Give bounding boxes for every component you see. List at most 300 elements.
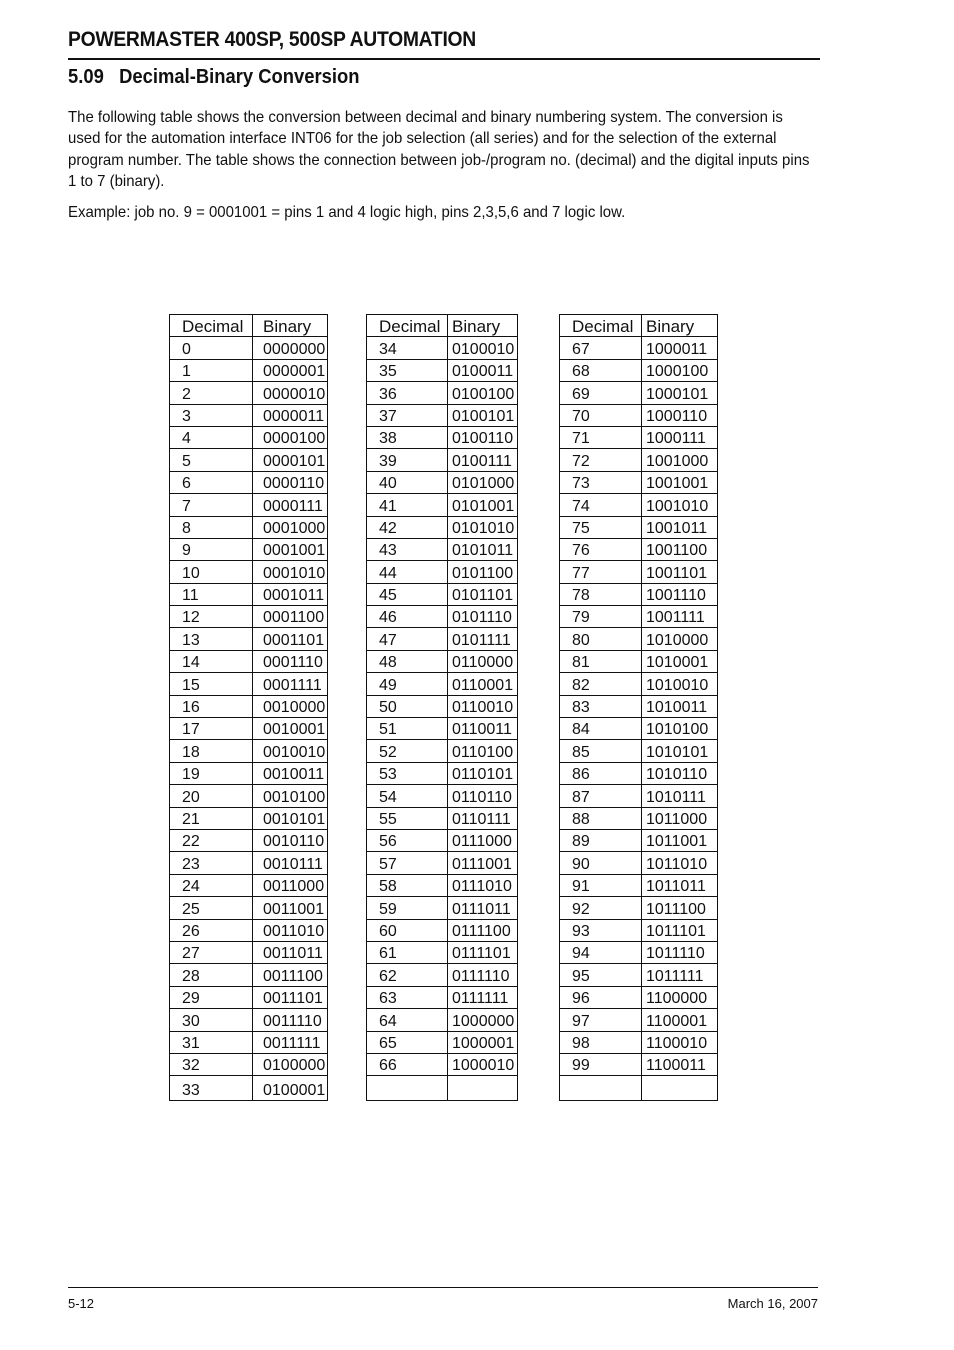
decimal-cell: 68 <box>560 359 642 381</box>
table-row <box>560 964 718 986</box>
decimal-cell: 59 <box>367 897 448 919</box>
decimal-cell: 39 <box>367 449 448 471</box>
binary-cell: 0001110 <box>253 650 328 672</box>
table-row <box>560 762 718 784</box>
table-row <box>367 337 518 359</box>
table-row <box>367 382 518 404</box>
table-row <box>367 359 518 381</box>
table-row <box>560 494 718 516</box>
table-row <box>367 471 518 493</box>
decimal-cell: 19 <box>170 762 253 784</box>
decimal-cell: 15 <box>170 673 253 695</box>
decimal-cell: 30 <box>170 1009 253 1031</box>
table-row <box>170 673 328 695</box>
table-row <box>170 829 328 851</box>
decimal-cell: 85 <box>560 740 642 762</box>
binary-cell: 1010100 <box>642 718 718 740</box>
decimal-cell: 73 <box>560 471 642 493</box>
header-divider <box>68 58 820 60</box>
decimal-cell: 1 <box>170 359 253 381</box>
table-row <box>367 718 518 740</box>
table-row <box>560 337 718 359</box>
binary-cell: 0010111 <box>253 852 328 874</box>
decimal-cell: 89 <box>560 829 642 851</box>
binary-cell: 1010101 <box>642 740 718 762</box>
binary-cell: 0111010 <box>448 874 518 896</box>
table-row <box>560 404 718 426</box>
section-heading: 5.09 Decimal-Binary Conversion <box>68 66 360 88</box>
decimal-cell: 90 <box>560 852 642 874</box>
table-row <box>367 964 518 986</box>
decimal-cell: 10 <box>170 561 253 583</box>
binary-cell: 1100010 <box>642 1031 718 1053</box>
table-row <box>367 785 518 807</box>
binary-cell: 1001111 <box>642 606 718 628</box>
table-row <box>560 1076 718 1101</box>
binary-cell: 0110011 <box>448 718 518 740</box>
binary-cell: 0010100 <box>253 785 328 807</box>
binary-cell: 0100010 <box>448 337 518 359</box>
decimal-cell: 65 <box>367 1031 448 1053</box>
table-row <box>170 695 328 717</box>
table-row <box>367 494 518 516</box>
decimal-cell: 86 <box>560 762 642 784</box>
binary-cell: 0100000 <box>253 1053 328 1075</box>
binary-cell: 1100011 <box>642 1053 718 1075</box>
decimal-cell: 67 <box>560 337 642 359</box>
table-row <box>560 471 718 493</box>
table-row <box>367 941 518 963</box>
table-row <box>560 426 718 448</box>
decimal-cell: 61 <box>367 941 448 963</box>
binary-cell: 0001010 <box>253 561 328 583</box>
binary-cell: 1011011 <box>642 874 718 896</box>
decimal-cell: 41 <box>367 494 448 516</box>
binary-cell: 1000110 <box>642 404 718 426</box>
decimal-cell: 66 <box>367 1053 448 1075</box>
decimal-cell: 55 <box>367 807 448 829</box>
decimal-cell: 80 <box>560 628 642 650</box>
decimal-cell: 18 <box>170 740 253 762</box>
binary-cell: 1010000 <box>642 628 718 650</box>
decimal-cell: 98 <box>560 1031 642 1053</box>
decimal-cell: 57 <box>367 852 448 874</box>
table-row <box>367 673 518 695</box>
binary-cell: 1000111 <box>642 426 718 448</box>
decimal-cell: 26 <box>170 919 253 941</box>
decimal-cell: 88 <box>560 807 642 829</box>
table-row <box>560 359 718 381</box>
decimal-cell: 43 <box>367 538 448 560</box>
table-row <box>367 650 518 672</box>
decimal-cell: 2 <box>170 382 253 404</box>
table-row <box>170 516 328 538</box>
binary-cell: 0011100 <box>253 964 328 986</box>
decimal-cell: 21 <box>170 807 253 829</box>
table-row <box>170 964 328 986</box>
binary-cell: 0111110 <box>448 964 518 986</box>
decimal-cell: 54 <box>367 785 448 807</box>
binary-cell: 0000010 <box>253 382 328 404</box>
decimal-cell: 58 <box>367 874 448 896</box>
decimal-cell: 48 <box>367 650 448 672</box>
binary-cell: 0010101 <box>253 807 328 829</box>
decimal-cell: 9 <box>170 538 253 560</box>
binary-cell: 0111111 <box>448 986 518 1008</box>
binary-cell: 1000001 <box>448 1031 518 1053</box>
table-row <box>170 1053 328 1075</box>
binary-cell: 1010001 <box>642 650 718 672</box>
decimal-cell: 45 <box>367 583 448 605</box>
decimal-cell: 99 <box>560 1053 642 1075</box>
table-row <box>170 897 328 919</box>
decimal-cell: 23 <box>170 852 253 874</box>
decimal-cell: 13 <box>170 628 253 650</box>
decimal-cell: 78 <box>560 583 642 605</box>
binary-cell: 0101000 <box>448 471 518 493</box>
decimal-cell: 35 <box>367 359 448 381</box>
binary-cell: 0100001 <box>253 1076 328 1101</box>
binary-cell: 1011100 <box>642 897 718 919</box>
decimal-cell: 28 <box>170 964 253 986</box>
binary-header: Binary <box>253 315 328 337</box>
binary-cell: 0001111 <box>253 673 328 695</box>
binary-cell: 0110100 <box>448 740 518 762</box>
binary-cell <box>642 1076 718 1101</box>
decimal-cell: 0 <box>170 337 253 359</box>
decimal-cell: 62 <box>367 964 448 986</box>
decimal-cell: 27 <box>170 941 253 963</box>
decimal-cell: 79 <box>560 606 642 628</box>
binary-cell: 0001000 <box>253 516 328 538</box>
table-row <box>560 807 718 829</box>
binary-cell: 0000101 <box>253 449 328 471</box>
binary-header: Binary <box>642 315 718 337</box>
binary-cell: 0101100 <box>448 561 518 583</box>
table-row <box>560 628 718 650</box>
table-row <box>560 829 718 851</box>
table-row <box>170 337 328 359</box>
binary-cell: 0110101 <box>448 762 518 784</box>
table-row <box>367 1009 518 1031</box>
binary-cell: 0011111 <box>253 1031 328 1053</box>
binary-cell <box>448 1076 518 1101</box>
binary-cell: 1010011 <box>642 695 718 717</box>
decimal-cell: 49 <box>367 673 448 695</box>
decimal-cell: 64 <box>367 1009 448 1031</box>
table-row <box>367 516 518 538</box>
table-row <box>170 874 328 896</box>
table-row <box>367 538 518 560</box>
table-row <box>170 494 328 516</box>
decimal-cell: 38 <box>367 426 448 448</box>
table-row <box>170 785 328 807</box>
table-row <box>170 650 328 672</box>
table-header-row <box>560 315 718 337</box>
binary-cell: 0101101 <box>448 583 518 605</box>
table-row <box>170 852 328 874</box>
decimal-cell: 46 <box>367 606 448 628</box>
binary-cell: 0110111 <box>448 807 518 829</box>
table-row <box>560 583 718 605</box>
decimal-header: Decimal <box>170 315 253 337</box>
binary-cell: 0011110 <box>253 1009 328 1031</box>
table-row <box>170 919 328 941</box>
table-row <box>367 561 518 583</box>
binary-cell: 0101111 <box>448 628 518 650</box>
binary-cell: 0001100 <box>253 606 328 628</box>
binary-cell: 0100111 <box>448 449 518 471</box>
binary-cell: 1010111 <box>642 785 718 807</box>
table-row <box>367 874 518 896</box>
table-row <box>560 673 718 695</box>
binary-cell: 0111011 <box>448 897 518 919</box>
binary-cell: 1001011 <box>642 516 718 538</box>
decimal-cell: 31 <box>170 1031 253 1053</box>
table-row <box>367 695 518 717</box>
binary-cell: 0110000 <box>448 650 518 672</box>
decimal-cell: 74 <box>560 494 642 516</box>
conversion-table-1 <box>169 314 328 1101</box>
binary-cell: 1000000 <box>448 1009 518 1031</box>
table-row <box>170 1009 328 1031</box>
binary-cell: 0101110 <box>448 606 518 628</box>
table-row <box>170 382 328 404</box>
binary-cell: 1000100 <box>642 359 718 381</box>
table-row <box>170 583 328 605</box>
table-row <box>560 606 718 628</box>
decimal-cell: 72 <box>560 449 642 471</box>
binary-cell: 1000010 <box>448 1053 518 1075</box>
decimal-cell: 3 <box>170 404 253 426</box>
binary-cell: 0010110 <box>253 829 328 851</box>
decimal-cell <box>367 1076 448 1101</box>
decimal-cell: 87 <box>560 785 642 807</box>
document-title: POWERMASTER 400SP, 500SP AUTOMATION <box>68 28 476 51</box>
decimal-cell: 36 <box>367 382 448 404</box>
table-row <box>170 762 328 784</box>
table-row <box>367 426 518 448</box>
table-row <box>560 695 718 717</box>
decimal-cell: 50 <box>367 695 448 717</box>
table-row <box>367 1031 518 1053</box>
decimal-cell: 53 <box>367 762 448 784</box>
decimal-cell: 95 <box>560 964 642 986</box>
decimal-cell: 92 <box>560 897 642 919</box>
table-row <box>170 359 328 381</box>
decimal-cell: 76 <box>560 538 642 560</box>
table-header-row <box>170 315 328 337</box>
binary-cell: 1011001 <box>642 829 718 851</box>
binary-cell: 0100100 <box>448 382 518 404</box>
decimal-cell: 25 <box>170 897 253 919</box>
binary-cell: 0111100 <box>448 919 518 941</box>
decimal-cell: 34 <box>367 337 448 359</box>
decimal-cell: 51 <box>367 718 448 740</box>
binary-cell: 0101010 <box>448 516 518 538</box>
page-number: 5-12 <box>68 1296 95 1311</box>
table-row <box>367 1076 518 1101</box>
conversion-table-3 <box>559 314 718 1101</box>
table-row <box>560 1009 718 1031</box>
decimal-cell: 37 <box>367 404 448 426</box>
decimal-cell: 14 <box>170 650 253 672</box>
table-row <box>367 897 518 919</box>
decimal-cell: 75 <box>560 516 642 538</box>
decimal-cell: 84 <box>560 718 642 740</box>
decimal-cell: 11 <box>170 583 253 605</box>
binary-header: Binary <box>448 315 518 337</box>
table-row <box>170 740 328 762</box>
binary-cell: 0100101 <box>448 404 518 426</box>
binary-cell: 1100001 <box>642 1009 718 1031</box>
binary-cell: 0001101 <box>253 628 328 650</box>
table-row <box>560 516 718 538</box>
decimal-cell: 7 <box>170 494 253 516</box>
decimal-cell: 96 <box>560 986 642 1008</box>
binary-cell: 0010011 <box>253 762 328 784</box>
decimal-cell: 40 <box>367 471 448 493</box>
binary-cell: 1001100 <box>642 538 718 560</box>
table-row <box>170 628 328 650</box>
binary-cell: 0010010 <box>253 740 328 762</box>
decimal-cell: 91 <box>560 874 642 896</box>
decimal-cell: 33 <box>170 1076 253 1101</box>
binary-cell: 0011101 <box>253 986 328 1008</box>
table-row <box>367 807 518 829</box>
binary-cell: 0000111 <box>253 494 328 516</box>
table-row <box>560 561 718 583</box>
decimal-cell: 69 <box>560 382 642 404</box>
binary-cell: 1011111 <box>642 964 718 986</box>
decimal-cell: 77 <box>560 561 642 583</box>
binary-cell: 0011011 <box>253 941 328 963</box>
table-row <box>560 919 718 941</box>
binary-cell: 1000011 <box>642 337 718 359</box>
table-row <box>560 650 718 672</box>
binary-cell: 1100000 <box>642 986 718 1008</box>
decimal-cell: 52 <box>367 740 448 762</box>
table-row <box>367 919 518 941</box>
table-row <box>367 852 518 874</box>
binary-cell: 0111000 <box>448 829 518 851</box>
table-header-row <box>367 315 518 337</box>
decimal-cell: 17 <box>170 718 253 740</box>
binary-cell: 0110110 <box>448 785 518 807</box>
decimal-cell: 60 <box>367 919 448 941</box>
table-row <box>170 1031 328 1053</box>
decimal-cell: 97 <box>560 1009 642 1031</box>
decimal-cell: 12 <box>170 606 253 628</box>
table-row <box>367 1053 518 1075</box>
binary-cell: 0011010 <box>253 919 328 941</box>
decimal-cell: 63 <box>367 986 448 1008</box>
decimal-cell: 22 <box>170 829 253 851</box>
decimal-cell: 71 <box>560 426 642 448</box>
decimal-cell <box>560 1076 642 1101</box>
binary-cell: 0000011 <box>253 404 328 426</box>
binary-cell: 1001001 <box>642 471 718 493</box>
table-row <box>170 986 328 1008</box>
table-row <box>560 852 718 874</box>
table-row <box>560 874 718 896</box>
table-row <box>170 426 328 448</box>
decimal-header: Decimal <box>367 315 448 337</box>
table-row <box>367 986 518 1008</box>
table-row <box>367 628 518 650</box>
binary-cell: 0101011 <box>448 538 518 560</box>
binary-cell: 1011010 <box>642 852 718 874</box>
binary-cell: 1010110 <box>642 762 718 784</box>
decimal-cell: 4 <box>170 426 253 448</box>
decimal-cell: 24 <box>170 874 253 896</box>
decimal-cell: 32 <box>170 1053 253 1075</box>
decimal-cell: 70 <box>560 404 642 426</box>
binary-cell: 0110001 <box>448 673 518 695</box>
table-row <box>560 986 718 1008</box>
example-paragraph: Example: job no. 9 = 0001001 = pins 1 and 4 logic high, pins 2,3,5,6 and 7 logic low. <box>68 204 626 221</box>
binary-cell: 0000110 <box>253 471 328 493</box>
decimal-cell: 44 <box>367 561 448 583</box>
table-row <box>170 718 328 740</box>
binary-cell: 0111101 <box>448 941 518 963</box>
binary-cell: 0000001 <box>253 359 328 381</box>
decimal-cell: 56 <box>367 829 448 851</box>
binary-cell: 0100011 <box>448 359 518 381</box>
table-row <box>560 449 718 471</box>
decimal-cell: 6 <box>170 471 253 493</box>
binary-cell: 1010010 <box>642 673 718 695</box>
table-row <box>170 404 328 426</box>
footer-divider <box>68 1287 818 1288</box>
binary-cell: 0101001 <box>448 494 518 516</box>
table-row <box>367 762 518 784</box>
table-row <box>170 606 328 628</box>
binary-cell: 0001011 <box>253 583 328 605</box>
table-row <box>170 941 328 963</box>
decimal-cell: 93 <box>560 919 642 941</box>
table-row <box>367 829 518 851</box>
table-row <box>367 404 518 426</box>
binary-cell: 1001010 <box>642 494 718 516</box>
binary-cell: 0001001 <box>253 538 328 560</box>
table-row <box>560 1031 718 1053</box>
binary-cell: 1011000 <box>642 807 718 829</box>
table-row <box>170 1076 328 1101</box>
binary-cell: 1001101 <box>642 561 718 583</box>
conversion-table-2 <box>366 314 518 1101</box>
binary-cell: 0111001 <box>448 852 518 874</box>
table-row <box>560 538 718 560</box>
table-row <box>560 941 718 963</box>
decimal-cell: 82 <box>560 673 642 695</box>
decimal-cell: 42 <box>367 516 448 538</box>
decimal-cell: 81 <box>560 650 642 672</box>
table-row <box>560 785 718 807</box>
decimal-cell: 47 <box>367 628 448 650</box>
table-row <box>170 561 328 583</box>
revision-date: March 16, 2007 <box>727 1296 818 1311</box>
binary-cell: 0010001 <box>253 718 328 740</box>
binary-cell: 0011001 <box>253 897 328 919</box>
decimal-cell: 8 <box>170 516 253 538</box>
table-row <box>560 740 718 762</box>
table-row <box>367 449 518 471</box>
binary-cell: 0010000 <box>253 695 328 717</box>
binary-cell: 1001110 <box>642 583 718 605</box>
table-row <box>170 449 328 471</box>
table-row <box>170 538 328 560</box>
